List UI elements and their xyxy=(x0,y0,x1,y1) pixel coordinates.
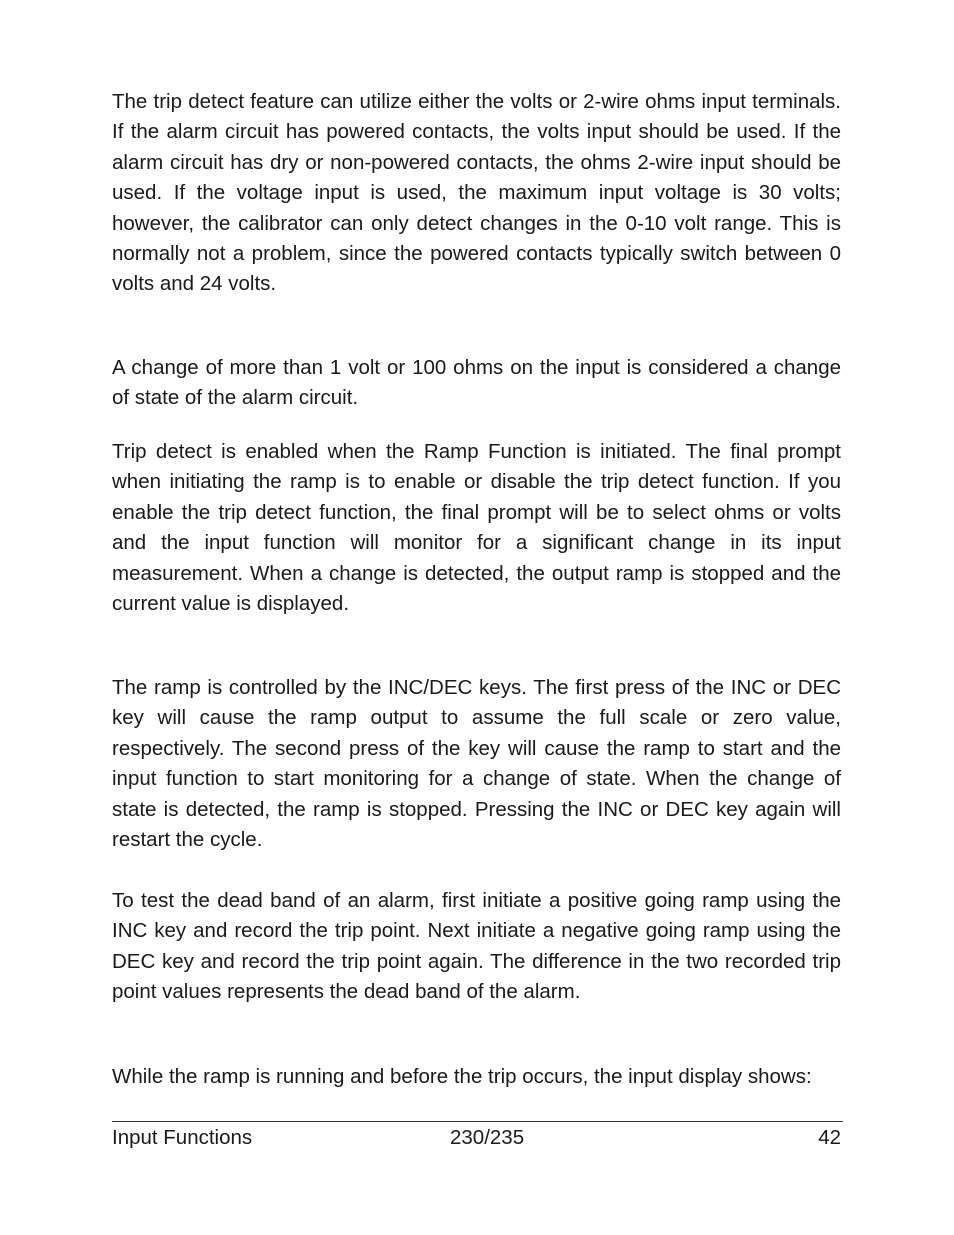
footer-page-number: 42 xyxy=(818,1126,841,1149)
page-footer xyxy=(112,1121,843,1158)
paragraph-input-display: While the ramp is running and before the trip occurs, the input display shows: xyxy=(112,1065,812,1088)
paragraph-trip-detect-enabled: Trip detect is enabled when the Ramp Function is initiated. The final prompt when initiating the ramp is to enable or disable the trip detect function. If you enable the trip detect function, the final prompt will be to select ohms or volts and the input function will monitor for a significant change in its input measurement. When a change is detected, the output ramp is stopped and the current value is displayed. xyxy=(112,440,841,616)
paragraph-trip-detect-terminals: The trip detect feature can utilize either the volts or 2-wire ohms input terminals. If the alarm circuit has powered contacts, the volts input should be used. If the alarm circuit has dry or non-powered contacts, the ohms 2-wire input should be used. If the voltage input is used, the maximum input voltage is 30 volts; however, the calibrator can only detect changes in the 0-10 volt range. This is normally not a problem, since the powered contacts typically switch between 0 volts and 24 volts. xyxy=(112,90,841,296)
footer-section-title: Input Functions xyxy=(112,1126,253,1149)
paragraph-change-of-state: A change of more than 1 volt or 100 ohms on the input is considered a change of state of the alarm circuit. xyxy=(112,356,841,410)
paragraph-ramp-control: The ramp is controlled by the INC/DEC keys. The first press of the INC or DEC key will cause the ramp output to assume the full scale or zero value, respectively. The second press of the key will cause the ramp to start and the input function to start monitoring for a change of state. When the change of state is detected, the ramp is stopped. Pressing the INC or DEC key again will restart the cycle. xyxy=(112,676,841,852)
paragraph-dead-band-test: To test the dead band of an alarm, first initiate a positive going ramp using the INC key and record the trip point. Next initiate a negative going ramp using the DEC key and record the trip point again. The difference in the two recorded trip point values represents the dead band of the alarm. xyxy=(112,889,841,1004)
footer-model: 230/235 xyxy=(450,1126,525,1149)
